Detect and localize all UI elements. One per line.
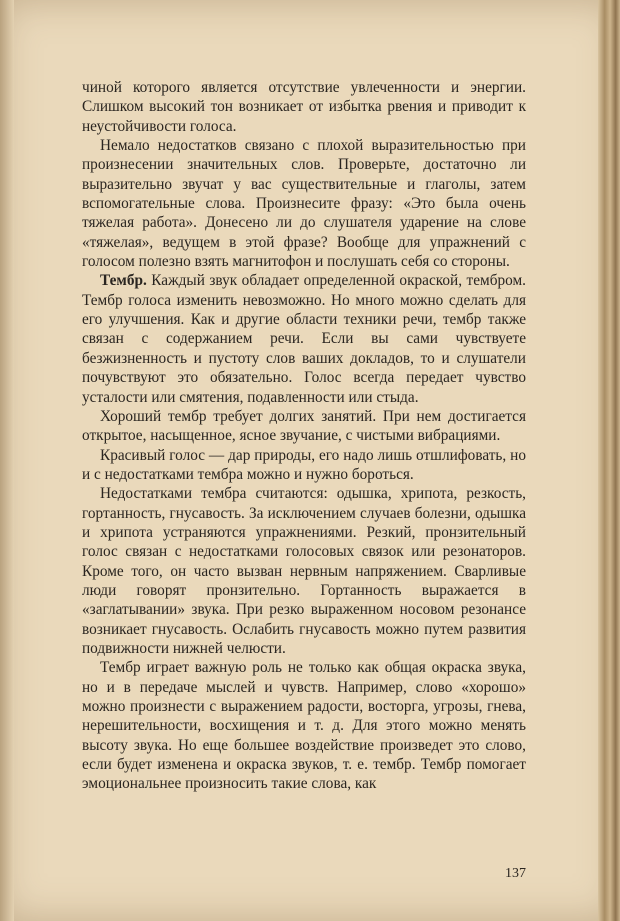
paragraph-text: Каждый звук обладает определенной окраской, тембром. Тембр голоса изменить невозможно. Но много можно сделать для его улучшения. Как и другие области техники речи, тембр также связан с содержанием речи. Если вы сами чувствуете безжизненность и пустоту слов ваших докладов, то и слушатели почувствуют это обязательно. Голос всегда передает чувство усталости или смятения, подавленности или стыда. xyxy=(82,272,526,406)
paragraph: Недостатками тембра считаются: одышка, хрипота, резкость, гортанность, гнусавость. За исключением случаев болезни, одышка и хрипота устраняются упражнениями. Резкий, пронзительный голос связан с недостатками голосовых связок или резонаторов. Кроме того, он часто вызван нервным напряжением. Сварливые люди говорят пронзительно. Гортанность выражается в «заглатывании» звука. При резко выраженном носовом резонансе возникает гнусавость. Ослабить гнусавость можно путем развития подвижности нижней челюсти. xyxy=(82,485,526,657)
page-edge xyxy=(598,0,620,921)
paragraph: чиной которого является отсутствие увлеченности и энергии. Слишком высокий тон возникает от избытка рвения и приводит к неустойчивости голоса. xyxy=(82,79,526,135)
paragraph: Тембр играет важную роль не только как общая окраска звука, но и в передаче мыслей и чувств. Например, слово «хорошо» можно произнести с выражением радости, восторга, угрозы, гнева, нерешительности, восхищения и т. д. Для этого можно менять высоту звука. Но еще большее воздействие произведет это слово, если будет изменена и окраска звуков, т. е. тембр. Тембр помогает эмоциональнее произносить такие слова, как xyxy=(82,659,526,793)
paragraph: Красивый голос — дар природы, его надо лишь отшлифовать, но и с недостатками тембра можно и нужно бороться. xyxy=(82,446,526,483)
section-heading: Тембр. xyxy=(100,272,147,290)
paragraph xyxy=(82,271,526,406)
page-gutter xyxy=(0,0,14,921)
paragraph: Немало недостатков связано с плохой выразительностью при произнесении значительных слов. Проверьте, достаточно ли выразительно звучат у вас существительные и глаголы, затем вспомогательные слова. Произнесите фразу: «Это была очень тяжелая работа». Донесено ли до слушателя ударение на слове «тяжелая», ведущем в этой фразе? Вообще для упражнений с голосом полезно взять магнитофон и послушать себя со стороны. xyxy=(82,137,526,271)
body-text xyxy=(82,78,526,794)
paragraph: Хороший тембр требует долгих занятий. При нем достигается открытое, насыщенное, ясное звучание, с чистыми вибрациями. xyxy=(82,407,526,445)
page-number: 137 xyxy=(505,866,526,881)
